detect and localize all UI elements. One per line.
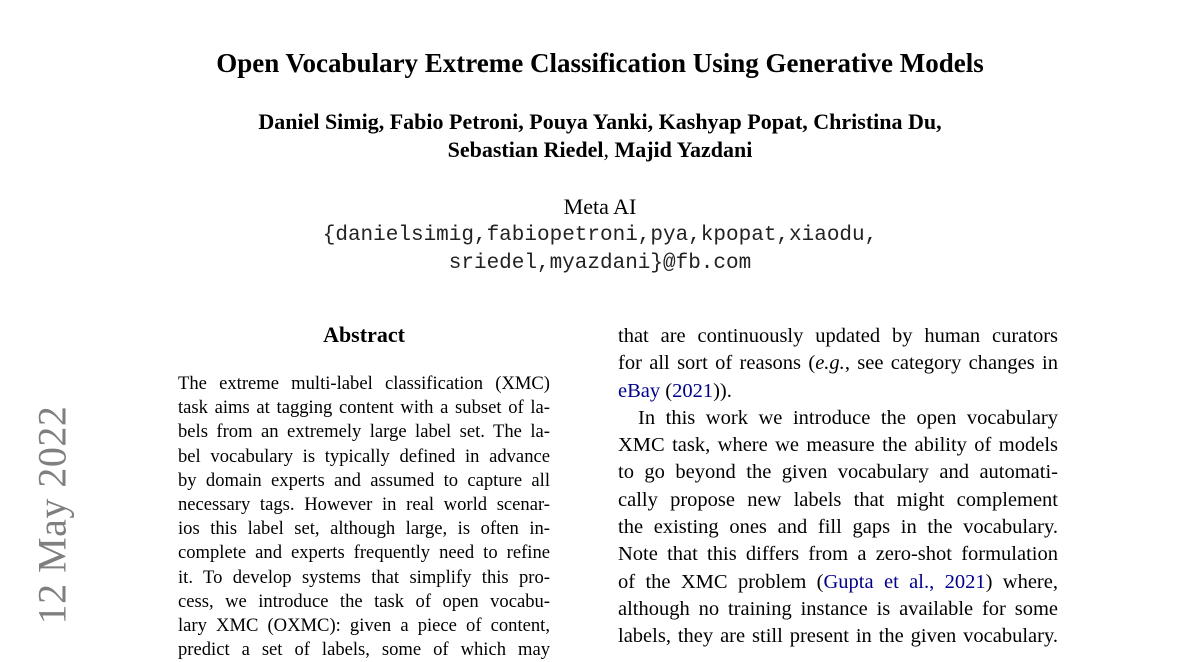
abstract-body — [178, 372, 550, 662]
arxiv-date-stamp: 12 May 2022 — [29, 405, 75, 625]
body-line: eBay (2021)). — [618, 379, 732, 402]
body-line: In this work we introduce the open vocabulary — [638, 406, 1058, 429]
body-line: the existing ones and fill gaps in the vocabulary. — [618, 516, 1058, 539]
abstract-line: lary XMC (OXMC): given a piece of content, — [178, 615, 550, 637]
citation-gupta-link[interactable]: Gupta et al., 2021 — [823, 570, 986, 593]
abstract-line: task aims at tagging content with a subset of la- — [178, 397, 550, 419]
body-line: XMC task, where we measure the ability of models — [618, 434, 1058, 457]
body-line: to go beyond the given vocabulary and automati- — [618, 461, 1058, 484]
affiliation: Meta AI — [563, 194, 637, 219]
body-line: that are continuously updated by human curators — [618, 325, 1058, 347]
body-line: for all sort of reasons (e.g., see category changes in — [618, 352, 1058, 375]
abstract-line: The extreme multi-label classification (XMC) — [178, 373, 550, 394]
abstract-line: predict a set of labels, some of which may — [178, 639, 550, 661]
abstract-line: cess, we introduce the task of open vocabu- — [178, 590, 550, 612]
abstract-heading: Abstract — [323, 322, 405, 347]
author-separator: , — [603, 137, 615, 162]
citation-ebay-year-link[interactable]: 2021 — [672, 379, 714, 402]
email-line-1: {danielsimig,fabiopetroni,pya,kpopat,xiaodu, — [322, 224, 878, 247]
author-sebastian-riedel: Sebastian Riedel — [447, 137, 604, 162]
author-majid-yazdani: Majid Yazdani — [614, 137, 753, 162]
eg-italic: e.g. — [815, 352, 845, 375]
body-line: labels, they are still present in the given vocabulary. — [618, 625, 1058, 648]
abstract-line: bel vocabulary is typically defined in advance — [178, 445, 550, 467]
email-line-2: sriedel,myazdani}@fb.com — [448, 252, 752, 275]
abstract-line: it. To develop systems that simplify this pro- — [178, 566, 550, 588]
abstract-line: complete and experts frequently need to refine — [178, 542, 550, 564]
paper-title: Open Vocabulary Extreme Classification Using Generative Models — [216, 48, 984, 78]
abstract-line: bels from an extremely large label set. The la- — [178, 421, 550, 443]
body-line: cally propose new labels that might complement — [618, 488, 1058, 511]
body-line: of the XMC problem (Gupta et al., 2021) where, — [618, 570, 1058, 593]
author-list — [0, 108, 1200, 164]
abstract-line: ios this label set, although large, is often in- — [178, 518, 550, 540]
author-line-2 — [0, 136, 1200, 164]
author-line-1: Daniel Simig, Fabio Petroni, Pouya Yanki, Kashyap Popat, Christina Du, — [258, 109, 942, 134]
author-emails — [0, 222, 1200, 278]
abstract-line: by domain experts and assumed to capture all — [178, 469, 550, 491]
abstract-line: necessary tags. However in real world scenar- — [178, 494, 550, 516]
citation-ebay-link[interactable]: eBay — [618, 379, 661, 402]
intro-text-column — [618, 323, 1058, 651]
body-line: Note that this differs from a zero-shot formulation — [618, 543, 1058, 566]
body-line: although no training instance is available for some — [618, 597, 1058, 620]
